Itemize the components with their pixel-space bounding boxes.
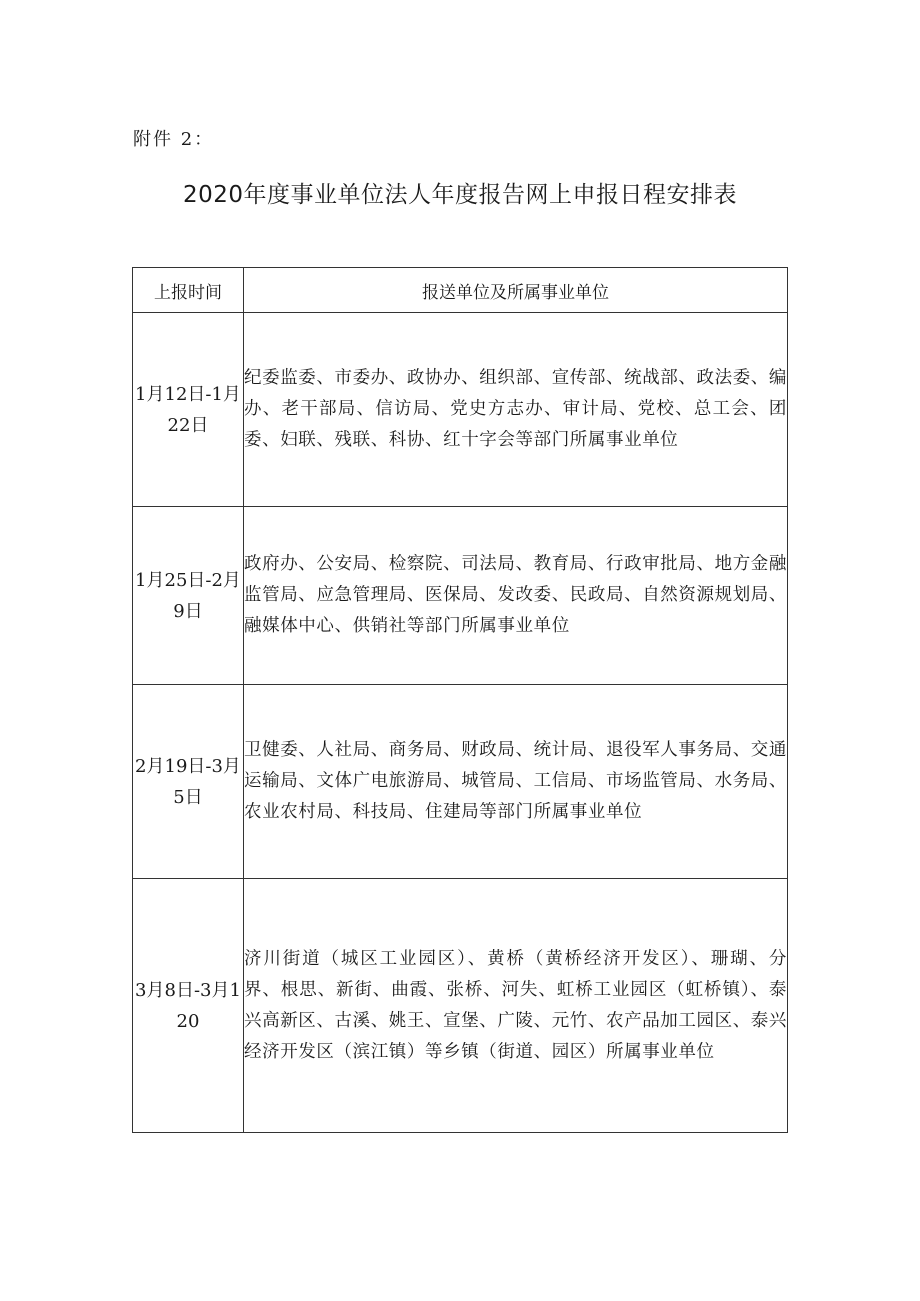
attachment-label: 附件 2：: [133, 129, 215, 150]
report-time-cell: 1月12日-1月22日: [133, 313, 244, 507]
report-time-cell: 3月8日-3月120: [133, 879, 244, 1133]
table-row: [133, 879, 788, 1133]
table-row: [133, 685, 788, 879]
reporting-units-cell: 政府办、公安局、检察院、司法局、教育局、行政审批局、地方金融监管局、应急管理局、医保局、发改委、民政局、自然资源规划局、融媒体中心、供销社等部门所属事业单位: [244, 507, 788, 685]
header-reporting-units: 报送单位及所属事业单位: [244, 268, 788, 313]
table-row: [133, 507, 788, 685]
reporting-units-cell: 纪委监委、市委办、政协办、组织部、宣传部、统战部、政法委、编办、老干部局、信访局、党史方志办、审计局、党校、总工会、团委、妇联、残联、科协、红十字会等部门所属事业单位: [244, 313, 788, 507]
schedule-table: [132, 267, 788, 1133]
page-title: 2020年度事业单位法人年度报告网上申报日程安排表: [182, 182, 738, 208]
report-time-cell: 2月19日-3月5日: [133, 685, 244, 879]
reporting-units-cell: 济川街道（城区工业园区）、黄桥（黄桥经济开发区）、珊瑚、分界、根思、新街、曲霞、张桥、河失、虹桥工业园区（虹桥镇）、泰兴高新区、古溪、姚王、宣堡、广陵、元竹、农产品加工园区、泰兴经济开发区（滨江镇）等乡镇（街道、园区）所属事业单位: [244, 879, 788, 1133]
reporting-units-cell: 卫健委、人社局、商务局、财政局、统计局、退役军人事务局、交通运输局、文体广电旅游局、城管局、工信局、市场监管局、水务局、农业农村局、科技局、住建局等部门所属事业单位: [244, 685, 788, 879]
table-row: [133, 313, 788, 507]
report-time-cell: 1月25日-2月9日: [133, 507, 244, 685]
table-header-row: [133, 268, 788, 313]
header-report-time: 上报时间: [133, 268, 244, 313]
